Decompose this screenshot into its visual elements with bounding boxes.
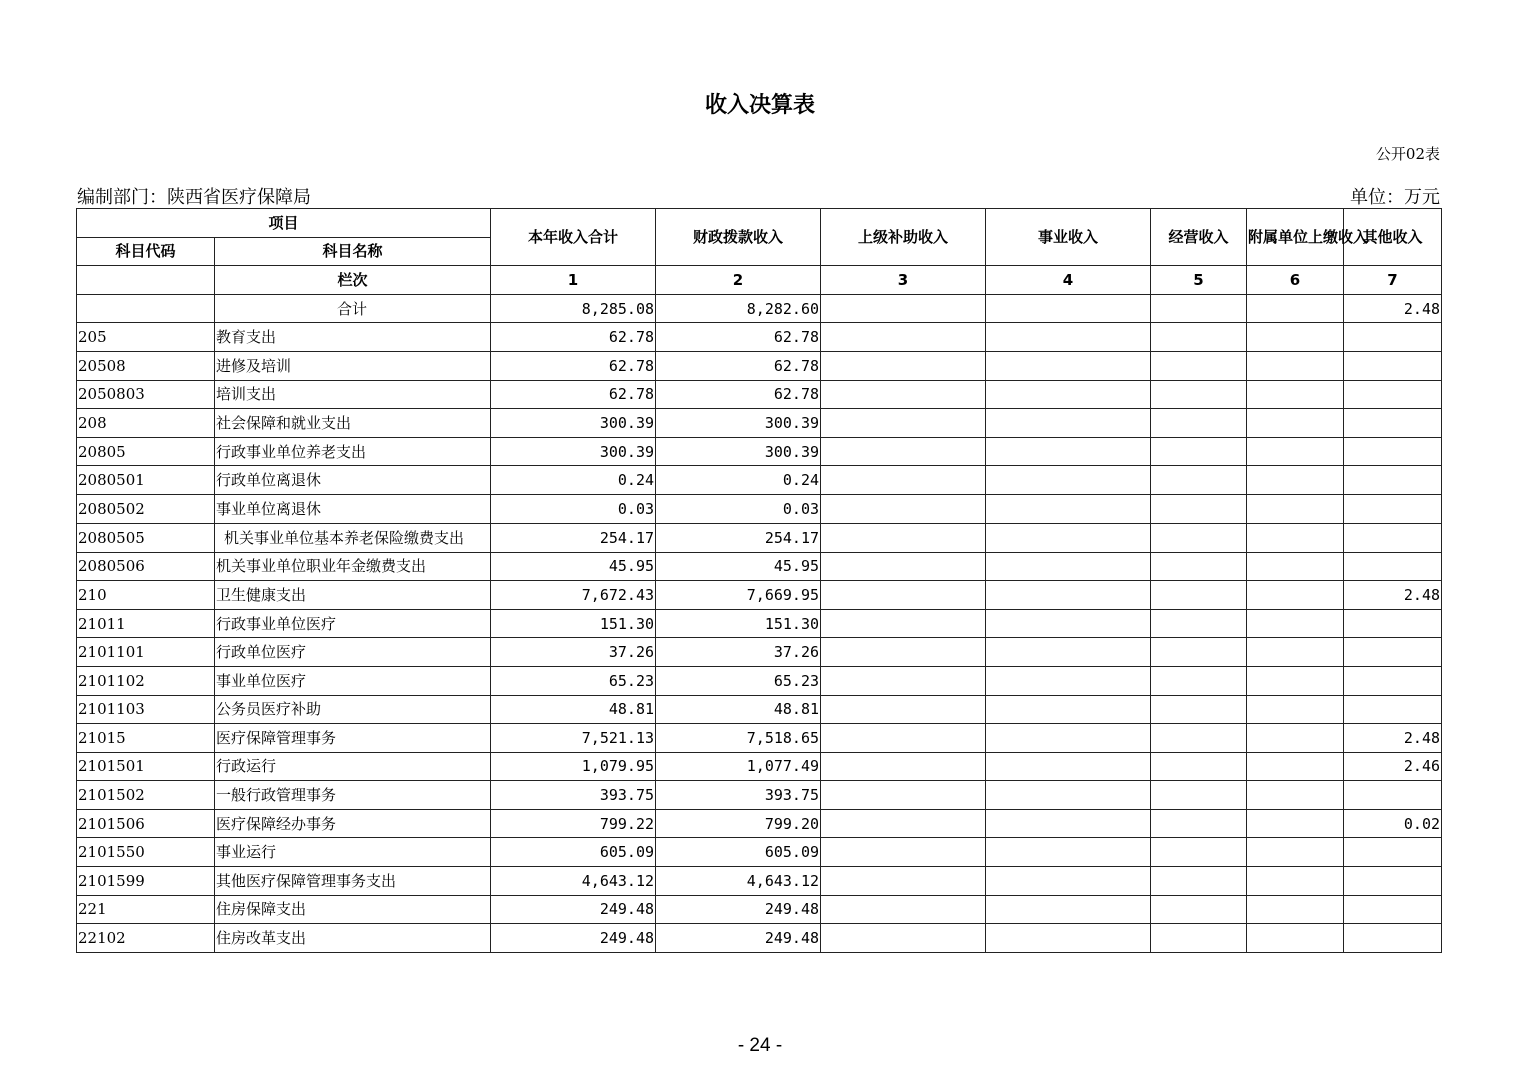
cell-operating [1151,924,1247,953]
cell-affiliated [1247,351,1344,380]
cell-name: 行政事业单位医疗 [215,609,491,638]
cell-code: 20805 [77,437,215,466]
cell-business [986,638,1151,667]
cell-upper [821,638,986,667]
cell-fiscal: 48.81 [656,695,821,724]
department-label: 编制部门：陕西省医疗保障局 [77,187,311,208]
cell-business [986,323,1151,352]
cell-code: 2101550 [77,838,215,867]
page-title: 收入决算表 [704,93,815,118]
cell-total: 7,672.43 [491,581,656,610]
cell-total: 300.39 [491,437,656,466]
cell-fiscal: 45.95 [656,552,821,581]
table-row [77,581,1442,610]
header-col-affiliated: 附属单位上缴收入 [1247,209,1344,266]
cell-operating [1151,523,1247,552]
cell-name: 行政单位离退休 [215,466,491,495]
table-row [77,552,1442,581]
cell-other: 2.48 [1344,724,1442,753]
cell-business [986,552,1151,581]
table-row [77,638,1442,667]
cell-fiscal: 4,643.12 [656,867,821,896]
cell-name: 机关事业单位职业年金缴费支出 [215,552,491,581]
table-row [77,523,1442,552]
cell-upper [821,924,986,953]
cell-upper [821,494,986,523]
cell-business [986,695,1151,724]
cell-name: 合计 [215,294,491,323]
cell-operating [1151,323,1247,352]
cell-total: 0.03 [491,494,656,523]
unit-label: 单位：万元 [1350,187,1440,208]
cell-other: 2.48 [1344,294,1442,323]
table-row [77,867,1442,896]
cell-code: 22102 [77,924,215,953]
table-row [77,809,1442,838]
table-row [77,781,1442,810]
cell-code: 2050803 [77,380,215,409]
cell-name: 机关事业单位基本养老保险缴费支出 [215,523,491,552]
cell-fiscal: 62.78 [656,351,821,380]
cell-affiliated [1247,523,1344,552]
cell-code: 210 [77,581,215,610]
cell-business [986,523,1151,552]
cell-other [1344,523,1442,552]
cell-code: 2101103 [77,695,215,724]
cell-operating [1151,838,1247,867]
cell-business [986,494,1151,523]
cell-other [1344,895,1442,924]
cell-code: 2101101 [77,638,215,667]
cell-upper [821,466,986,495]
cell-upper [821,666,986,695]
table-row [77,380,1442,409]
table-row [77,294,1442,323]
cell-operating [1151,752,1247,781]
cell-upper [821,867,986,896]
cell-upper [821,294,986,323]
cell-business [986,867,1151,896]
cell-affiliated [1247,809,1344,838]
cell-operating [1151,609,1247,638]
cell-upper [821,781,986,810]
cell-name: 进修及培训 [215,351,491,380]
cell-fiscal: 300.39 [656,437,821,466]
cell-affiliated [1247,638,1344,667]
header-colno-6: 6 [1247,266,1344,295]
table-row [77,323,1442,352]
header-col-business: 事业收入 [986,209,1151,266]
cell-upper [821,409,986,438]
cell-affiliated [1247,752,1344,781]
cell-upper [821,752,986,781]
cell-code: 2080505 [77,523,215,552]
cell-fiscal: 300.39 [656,409,821,438]
cell-operating [1151,294,1247,323]
header-col-other: 其他收入 [1344,209,1442,266]
header-lanci: 栏次 [215,266,491,295]
cell-affiliated [1247,466,1344,495]
cell-affiliated [1247,552,1344,581]
cell-name: 教育支出 [215,323,491,352]
cell-operating [1151,351,1247,380]
table-row [77,437,1442,466]
cell-upper [821,323,986,352]
cell-other: 0.02 [1344,809,1442,838]
cell-code [77,294,215,323]
cell-total: 62.78 [491,323,656,352]
cell-affiliated [1247,409,1344,438]
cell-upper [821,609,986,638]
table-row [77,895,1442,924]
cell-name: 公务员医疗补助 [215,695,491,724]
cell-name: 医疗保障经办事务 [215,809,491,838]
cell-total: 4,643.12 [491,867,656,896]
cell-fiscal: 605.09 [656,838,821,867]
cell-other [1344,494,1442,523]
cell-code: 2080502 [77,494,215,523]
cell-operating [1151,552,1247,581]
cell-business [986,294,1151,323]
cell-fiscal: 0.03 [656,494,821,523]
cell-code: 2080506 [77,552,215,581]
cell-affiliated [1247,666,1344,695]
cell-business [986,666,1151,695]
cell-other [1344,351,1442,380]
header-col-upper: 上级补助收入 [821,209,986,266]
cell-affiliated [1247,724,1344,753]
cell-code: 2101506 [77,809,215,838]
cell-code: 2101599 [77,867,215,896]
cell-affiliated [1247,323,1344,352]
cell-fiscal: 249.48 [656,924,821,953]
cell-total: 0.24 [491,466,656,495]
cell-fiscal: 62.78 [656,380,821,409]
cell-other [1344,838,1442,867]
cell-business [986,838,1151,867]
cell-total: 65.23 [491,666,656,695]
cell-name: 住房保障支出 [215,895,491,924]
table-row [77,695,1442,724]
header-name: 科目名称 [215,237,491,266]
header-colno-7: 7 [1344,266,1442,295]
cell-name: 事业单位医疗 [215,666,491,695]
cell-operating [1151,724,1247,753]
table-row [77,351,1442,380]
header-col-fiscal: 财政拨款收入 [656,209,821,266]
cell-fiscal: 249.48 [656,895,821,924]
cell-code: 2101502 [77,781,215,810]
cell-upper [821,809,986,838]
cell-other: 2.46 [1344,752,1442,781]
cell-operating [1151,895,1247,924]
cell-name: 行政运行 [215,752,491,781]
cell-fiscal: 8,282.60 [656,294,821,323]
cell-total: 7,521.13 [491,724,656,753]
cell-total: 8,285.08 [491,294,656,323]
income-table [76,208,1442,953]
cell-fiscal: 7,518.65 [656,724,821,753]
cell-other: 2.48 [1344,581,1442,610]
cell-total: 799.22 [491,809,656,838]
cell-business [986,724,1151,753]
page-number: - 24 - [737,1035,783,1056]
form-number: 公开02表 [1375,145,1440,163]
cell-fiscal: 65.23 [656,666,821,695]
cell-other [1344,552,1442,581]
cell-code: 205 [77,323,215,352]
cell-operating [1151,809,1247,838]
cell-other [1344,638,1442,667]
cell-total: 48.81 [491,695,656,724]
cell-total: 45.95 [491,552,656,581]
cell-operating [1151,466,1247,495]
cell-other [1344,867,1442,896]
cell-total: 249.48 [491,895,656,924]
cell-fiscal: 151.30 [656,609,821,638]
header-colno-5: 5 [1151,266,1247,295]
cell-upper [821,523,986,552]
cell-other [1344,409,1442,438]
table-row [77,724,1442,753]
table-row [77,409,1442,438]
cell-affiliated [1247,609,1344,638]
table-row [77,752,1442,781]
cell-affiliated [1247,838,1344,867]
cell-other [1344,924,1442,953]
cell-upper [821,695,986,724]
table-row [77,924,1442,953]
header-colno-2: 2 [656,266,821,295]
cell-other [1344,380,1442,409]
cell-fiscal: 62.78 [656,323,821,352]
cell-code: 2101501 [77,752,215,781]
header-code: 科目代码 [77,237,215,266]
cell-affiliated [1247,695,1344,724]
cell-operating [1151,666,1247,695]
cell-other [1344,609,1442,638]
cell-operating [1151,867,1247,896]
cell-affiliated [1247,867,1344,896]
cell-operating [1151,781,1247,810]
cell-name: 社会保障和就业支出 [215,409,491,438]
cell-name: 住房改革支出 [215,924,491,953]
cell-code: 21015 [77,724,215,753]
cell-affiliated [1247,895,1344,924]
table-row [77,666,1442,695]
table-row [77,466,1442,495]
cell-code: 2101102 [77,666,215,695]
cell-operating [1151,494,1247,523]
cell-upper [821,895,986,924]
cell-upper [821,552,986,581]
cell-total: 151.30 [491,609,656,638]
cell-business [986,809,1151,838]
cell-business [986,924,1151,953]
header-col-total: 本年收入合计 [491,209,656,266]
cell-code: 221 [77,895,215,924]
table-row [77,609,1442,638]
cell-upper [821,437,986,466]
cell-total: 254.17 [491,523,656,552]
cell-other [1344,437,1442,466]
cell-business [986,409,1151,438]
cell-other [1344,666,1442,695]
cell-operating [1151,638,1247,667]
cell-affiliated [1247,380,1344,409]
cell-total: 37.26 [491,638,656,667]
cell-name: 事业运行 [215,838,491,867]
cell-total: 605.09 [491,838,656,867]
cell-fiscal: 254.17 [656,523,821,552]
cell-affiliated [1247,924,1344,953]
cell-total: 62.78 [491,380,656,409]
cell-operating [1151,581,1247,610]
table-row [77,494,1442,523]
cell-code: 208 [77,409,215,438]
cell-fiscal: 393.75 [656,781,821,810]
cell-other [1344,323,1442,352]
cell-business [986,895,1151,924]
cell-upper [821,380,986,409]
cell-name: 事业单位离退休 [215,494,491,523]
cell-business [986,351,1151,380]
cell-name: 卫生健康支出 [215,581,491,610]
cell-name: 一般行政管理事务 [215,781,491,810]
cell-total: 300.39 [491,409,656,438]
cell-upper [821,351,986,380]
cell-upper [821,581,986,610]
table-row [77,838,1442,867]
header-blank [77,266,215,295]
header-colno-4: 4 [986,266,1151,295]
cell-fiscal: 799.20 [656,809,821,838]
cell-code: 2080501 [77,466,215,495]
cell-affiliated [1247,581,1344,610]
cell-business [986,466,1151,495]
header-colno-3: 3 [821,266,986,295]
cell-business [986,581,1151,610]
cell-fiscal: 7,669.95 [656,581,821,610]
cell-affiliated [1247,294,1344,323]
cell-operating [1151,437,1247,466]
cell-code: 21011 [77,609,215,638]
header-col-operating: 经营收入 [1151,209,1247,266]
cell-name: 培训支出 [215,380,491,409]
header-project: 项目 [77,209,491,238]
cell-other [1344,466,1442,495]
cell-business [986,437,1151,466]
cell-operating [1151,409,1247,438]
header-colno-1: 1 [491,266,656,295]
cell-business [986,380,1151,409]
cell-fiscal: 1,077.49 [656,752,821,781]
cell-affiliated [1247,437,1344,466]
cell-total: 393.75 [491,781,656,810]
cell-name: 医疗保障管理事务 [215,724,491,753]
cell-operating [1151,380,1247,409]
cell-other [1344,781,1442,810]
cell-name: 行政单位医疗 [215,638,491,667]
cell-fiscal: 37.26 [656,638,821,667]
cell-other [1344,695,1442,724]
cell-business [986,781,1151,810]
cell-total: 249.48 [491,924,656,953]
cell-business [986,609,1151,638]
cell-total: 1,079.95 [491,752,656,781]
cell-business [986,752,1151,781]
cell-name: 其他医疗保障管理事务支出 [215,867,491,896]
cell-fiscal: 0.24 [656,466,821,495]
cell-total: 62.78 [491,351,656,380]
cell-upper [821,724,986,753]
cell-name: 行政事业单位养老支出 [215,437,491,466]
cell-code: 20508 [77,351,215,380]
cell-affiliated [1247,781,1344,810]
cell-affiliated [1247,494,1344,523]
cell-upper [821,838,986,867]
cell-operating [1151,695,1247,724]
